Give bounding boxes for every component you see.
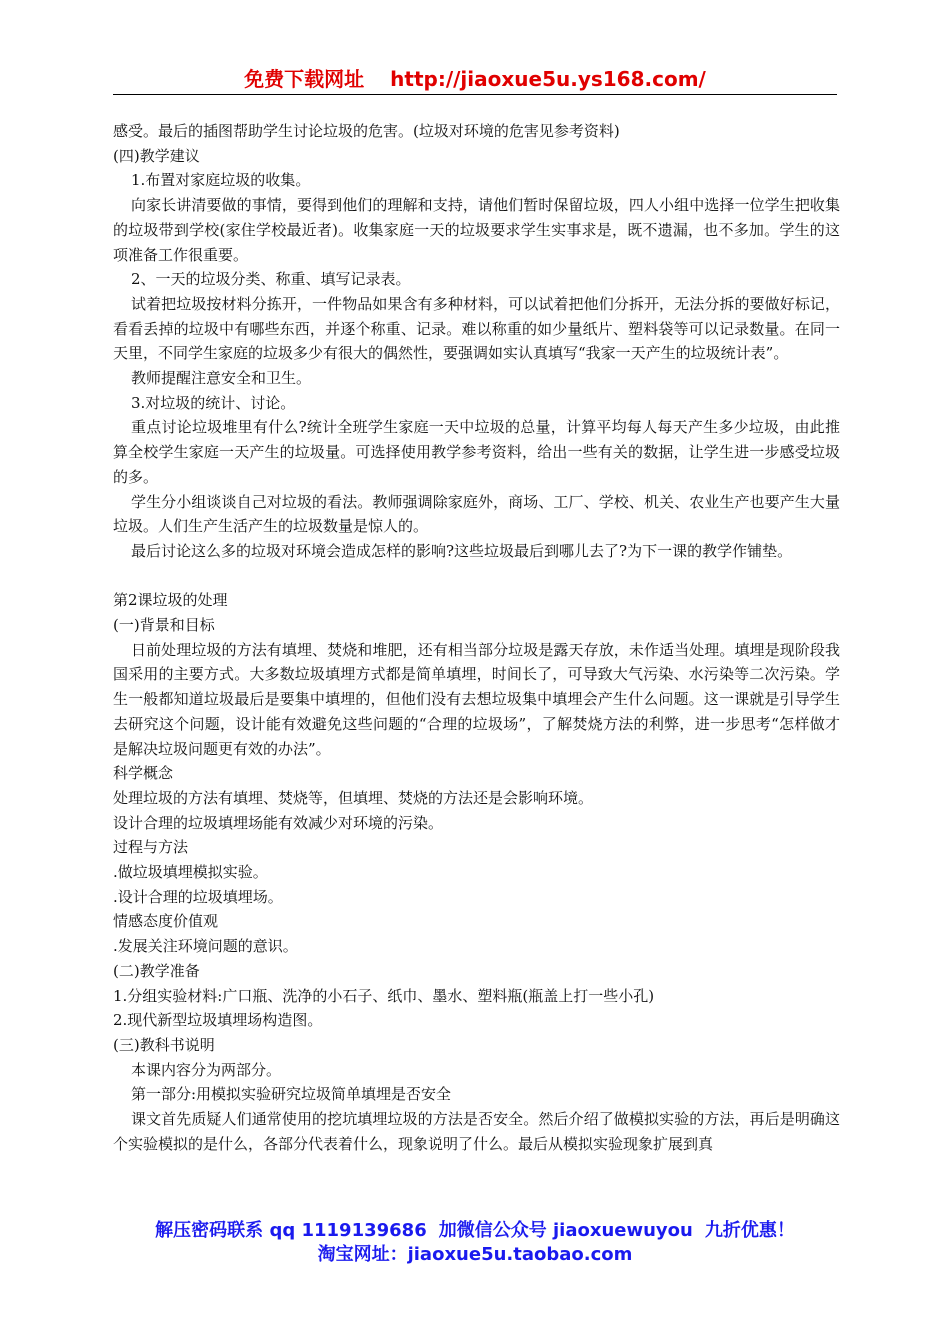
- paragraph: 最后讨论这么多的垃圾对环境会造成怎样的影响?这些垃圾最后到哪儿去了?为下一课的教学作铺垫。: [131, 541, 793, 560]
- paragraph: 重点讨论垃圾堆里有什么?统计全班学生家庭一天中垃圾的总量，计算平均每人每天产生多少垃圾，由此推算全校学生家庭一天产生的垃圾量。可选择使用教学参考资料，给出一些有关的数据，让学生进一步感受垃圾的多。: [113, 418, 840, 486]
- footer-discount: 九折优惠！: [704, 1220, 795, 1241]
- footer-wechat-account: 加微信公众号 jiaoxuewuyou: [438, 1220, 693, 1241]
- paragraph: (四)教学建议: [113, 146, 200, 165]
- paragraph: [113, 564, 840, 589]
- paragraph: 过程与方法: [113, 838, 189, 857]
- paragraph: .发展关注环境问题的意识。: [113, 937, 298, 956]
- paragraph: 情感态度价值观: [113, 912, 219, 931]
- footer-contact-line: [0, 1218, 950, 1244]
- paragraph: 第2课垃圾的处理: [113, 591, 228, 610]
- paragraph: 1.分组实验材料:广口瓶、洗净的小石子、纸巾、墨水、塑料瓶(瓶盖上打一些小孔): [113, 986, 655, 1005]
- paragraph: 课文首先质疑人们通常使用的挖坑填埋垃圾的方法是否安全。然后介绍了做模拟实验的方法，再后是明确这个实验模拟的是什么，各部分代表着什么，现象说明了什么。最后从模拟实验现象扩展到真: [113, 1110, 840, 1153]
- page-header: [113, 64, 837, 95]
- paragraph: 设计合理的垃圾填埋场能有效减少对环境的污染。: [113, 813, 444, 832]
- paragraph: 教师提醒注意安全和卫生。: [131, 369, 312, 388]
- paragraph: .设计合理的垃圾填埋场。: [113, 887, 283, 906]
- footer-shop-line: [0, 1242, 950, 1268]
- paragraph: (二)教学准备: [113, 961, 200, 980]
- paragraph: 日前处理垃圾的方法有填埋、焚烧和堆肥，还有相当部分垃圾是露天存放，未作适当处理。填埋是现阶段我国采用的主要方式。大多数垃圾填埋方式都是简单填埋，时间长了，可导致大气污染、水污染等二次污染。学生一般都知道垃圾最后是要集中填埋的，但他们没有去想垃圾集中填埋会产生什么问题。这一课就是引导学生去研究这个问题，设计能有效避免这些问题的“合理的垃圾场”，了解焚烧方法的利弊，进一步思考“怎样做才是解决垃圾问题更有效的办法”。: [113, 640, 840, 758]
- paragraph: (一)背景和目标: [113, 616, 215, 635]
- paragraph: 本课内容分为两部分。: [131, 1060, 282, 1079]
- paragraph: 试着把垃圾按材料分拣开，一件物品如果含有多种材料，可以试着把他们分拆开，无法分拆的要做好标记，看看丢掉的垃圾中有哪些东西，并逐个称重、记录。难以称重的如少量纸片、塑料袋等可以记录数量。在同一天里，不同学生家庭的垃圾多少有很大的偶然性，要强调如实认真填写“我家一天产生的垃圾统计表”。: [113, 294, 840, 363]
- paragraph: 1.布置对家庭垃圾的收集。: [131, 171, 311, 190]
- paragraph: 2、一天的垃圾分类、称重、填写记录表。: [131, 270, 411, 289]
- footer-password-contact: 解压密码联系 qq 1119139686: [155, 1220, 427, 1241]
- paragraph: 3.对垃圾的统计、讨论。: [131, 393, 296, 412]
- paragraph: 第一部分:用模拟实验研究垃圾简单填埋是否安全: [131, 1085, 452, 1104]
- paragraph: 科学概念: [113, 764, 174, 783]
- paragraph: 2.现代新型垃圾填埋场构造图。: [113, 1011, 323, 1030]
- header-url-link[interactable]: http://jiaoxue5u.ys168.com/: [390, 67, 706, 91]
- paragraph: 学生分小组谈谈自己对垃圾的看法。教师强调除家庭外，商场、工厂、学校、机关、农业生产也要产生大量垃圾。人们生产生活产生的垃圾数量是惊人的。: [113, 492, 840, 536]
- paragraph: .做垃圾填埋模拟实验。: [113, 863, 268, 882]
- paragraph: (三)教科书说明: [113, 1036, 215, 1054]
- header-label: 免费下载网址: [244, 67, 365, 91]
- paragraph: 感受。最后的插图帮助学生讨论垃圾的危害。(垃圾对环境的危害见参考资料): [113, 122, 620, 140]
- document-body: [113, 119, 840, 1157]
- paragraph: 处理垃圾的方法有填埋、焚烧等，但填埋、焚烧的方法还是会影响环境。: [113, 788, 594, 807]
- paragraph: 向家长讲清要做的事情，要得到他们的理解和支持，请他们暂时保留垃圾，四人小组中选择一位学生把收集的垃圾带到学校(家住学校最近者)。收集家庭一天的垃圾要求学生实事求是，既不遗漏，也不多加。学生的这项准备工作很重要。: [113, 196, 840, 264]
- footer-taobao-link[interactable]: 淘宝网址：jiaoxue5u.taobao.com: [317, 1244, 633, 1265]
